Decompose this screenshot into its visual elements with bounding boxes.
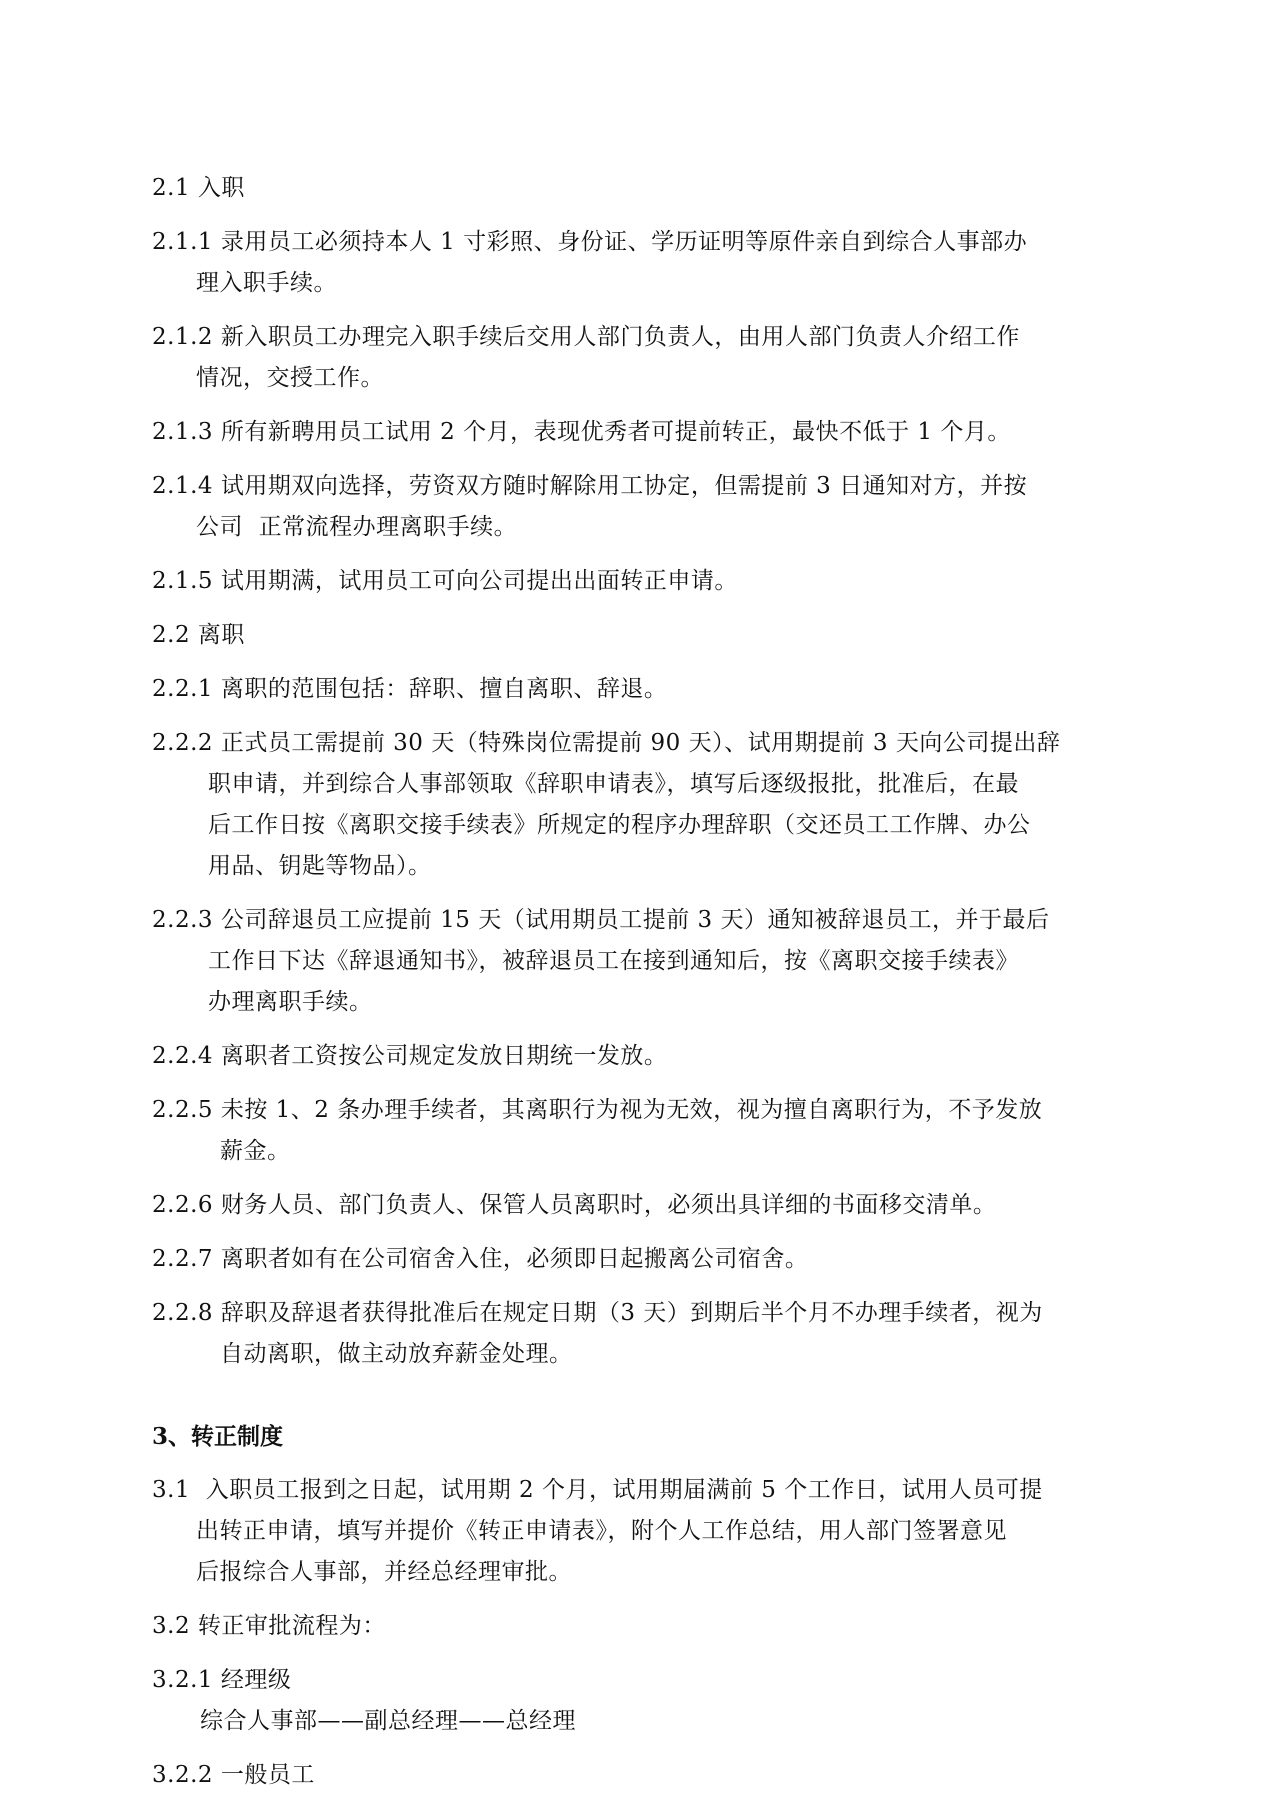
document-body [152,168,1124,1809]
clause-2-2-7 [152,1239,1124,1280]
clause-line: 2.1.4 试用期双向选择，劳资双方随时解除用工协定，但需提前 3 日通知对方，并按 [152,473,1028,499]
clause-line: 2.2.1 离职的范围包括：辞职、擅自离职、辞退。 [152,676,668,702]
clause-line: 公司 正常流程办理离职手续。 [196,514,518,540]
clause-2-2-5 [152,1090,1124,1172]
clause-2-1-1 [152,222,1124,304]
clause-line: 2.2.5 未按 1、2 条办理手续者，其离职行为视为无效，视为擅自离职行为，不予发放 [152,1097,1043,1123]
clause-line: 2.2.2 正式员工需提前 30 天（特殊岗位需提前 90 天）、试用期提前 3 天向公司提出辞 [152,730,1061,756]
clause-2-2-8 [152,1293,1124,1375]
clause-line: 2.2.7 离职者如有在公司宿舍入住，必须即日起搬离公司宿舍。 [152,1246,809,1272]
clause-line: 3.2 转正审批流程为： [152,1613,386,1639]
clause-3-2-2 [152,1755,1124,1796]
clause-line: 后工作日按《离职交接手续表》所规定的程序办理辞职（交还员工工作牌、办公 [208,812,1031,838]
clause-line: 出转正申请，填写并提价《转正申请表》，附个人工作总结，用人部门签署意见 [196,1518,1007,1544]
section-title: 2.2 离职 [152,622,245,648]
section-title: 3、转正制度 [152,1423,284,1450]
section-spacer [152,1388,1124,1416]
clause-line: 2.1.1 录用员工必须持本人 1 寸彩照、身份证、学历证明等原件亲自到综合人事部办 [152,229,1028,255]
clause-2-1-4 [152,466,1124,548]
clause-line: 职申请，并到综合人事部领取《辞职申请表》，填写后逐级报批，批准后，在最 [208,771,1019,797]
clause-line: 2.2.4 离职者工资按公司规定发放日期统一发放。 [152,1043,668,1069]
clause-2-2-4 [152,1036,1124,1077]
clause-2-2-3 [152,900,1124,1023]
section-2-1-heading [152,168,1124,209]
clause-line: 2.1.3 所有新聘用员工试用 2 个月，表现优秀者可提前转正，最快不低于 1 个月。 [152,419,1011,445]
clause-2-1-5 [152,561,1124,602]
clause-line: 工作日下达《辞退通知书》，被辞退员工在接到通知后，按《离职交接手续表》 [208,948,1019,974]
clause-3-2 [152,1606,1124,1647]
clause-3-2-1 [152,1660,1124,1742]
section-3-heading [152,1416,1124,1457]
clause-3-1 [152,1470,1124,1593]
clause-line: 后报综合人事部，并经总经理审批。 [196,1559,572,1585]
clause-2-2-1 [152,669,1124,710]
clause-line: 3.2.1 经理级 [152,1667,292,1693]
clause-line: 薪金。 [220,1138,291,1164]
clause-line: 3.2.2 一般员工 [152,1762,315,1788]
clause-line: 3.1 入职员工报到之日起，试用期 2 个月，试用期届满前 5 个工作日，试用人员可提 [152,1477,1043,1503]
clause-line: 2.2.8 辞职及辞退者获得批准后在规定日期（3 天）到期后半个月不办理手续者，视为 [152,1300,1043,1326]
section-title: 2.1 入职 [152,175,245,201]
clause-line: 办理离职手续。 [208,989,373,1015]
clause-2-2-6 [152,1185,1124,1226]
approval-flow: 综合人事部——副总经理——总经理 [200,1708,576,1734]
clause-line: 情况，交授工作。 [196,365,384,391]
clause-line: 用品、钥匙等物品）。 [208,853,432,879]
clause-line: 自动离职，做主动放弃薪金处理。 [220,1341,573,1367]
clause-line: 2.1.5 试用期满，试用员工可向公司提出出面转正申请。 [152,568,738,594]
clause-2-1-3 [152,412,1124,453]
clause-line: 理入职手续。 [196,270,337,296]
clause-line: 2.1.2 新入职员工办理完入职手续后交用人部门负责人，由用人部门负责人介绍工作 [152,324,1020,350]
clause-2-1-2 [152,317,1124,399]
clause-line: 2.2.3 公司辞退员工应提前 15 天（试用期员工提前 3 天）通知被辞退员工，并于最后 [152,907,1050,933]
section-2-2-heading [152,615,1124,656]
clause-line: 2.2.6 财务人员、部门负责人、保管人员离职时，必须出具详细的书面移交清单。 [152,1192,997,1218]
clause-2-2-2 [152,723,1124,887]
